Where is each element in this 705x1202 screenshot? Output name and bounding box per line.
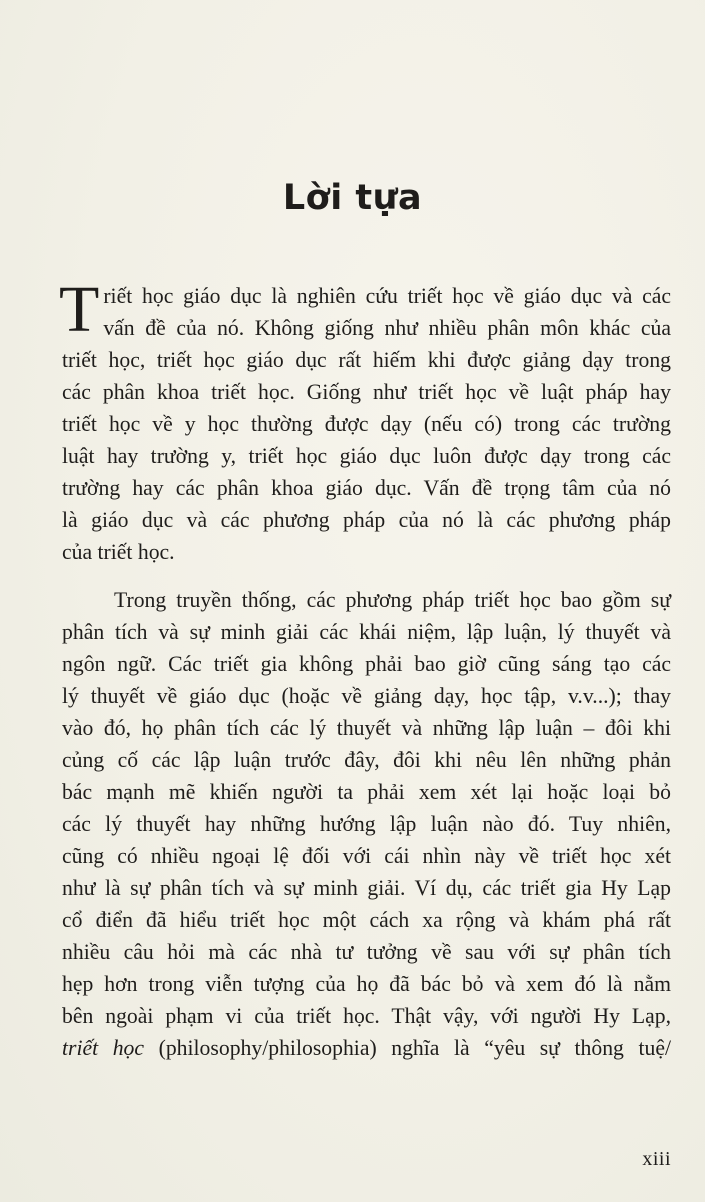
- paragraph-gap: [62, 568, 671, 584]
- paragraph-2: [62, 584, 671, 1064]
- text-line: luật hay trường y, triết học giáo dục luôn được dạy trong các: [62, 444, 671, 468]
- chapter-title: Lời tựa: [282, 178, 423, 218]
- text-line: nhiều câu hỏi mà các nhà tư tưởng về sau với sự phân tích: [62, 940, 671, 964]
- text-line: cổ điển đã hiểu triết học một cách xa rộng và khám phá rất: [62, 908, 671, 932]
- text-line: ngôn ngữ. Các triết gia không phải bao giờ cũng sáng tạo các: [62, 652, 671, 676]
- text-line: bên ngoài phạm vi của triết học. Thật vậy, với người Hy Lạp,: [62, 1004, 671, 1028]
- text-line: các lý thuyết hay những hướng lập luận nào đó. Tuy nhiên,: [62, 812, 671, 836]
- text-line: hẹp hơn trong viễn tượng của họ đã bác bỏ và xem đó là nằm: [62, 972, 671, 996]
- text-line: vào đó, họ phân tích các lý thuyết và những lập luận – đôi khi: [62, 716, 671, 740]
- text-line: lý thuyết về giáo dục (hoặc về giảng dạy, học tập, v.v...); thay: [62, 684, 671, 708]
- body-text: [59, 273, 671, 1064]
- text-line: cũng có nhiều ngoại lệ đối với cái nhìn này về triết học xét: [62, 844, 671, 868]
- text-line: triết học, triết học giáo dục rất hiếm khi được giảng dạy trong: [62, 348, 671, 372]
- text-line: của triết học.: [62, 540, 175, 564]
- text-line: bác mạnh mẽ khiến người ta phải xem xét lại hoặc loại bỏ: [62, 780, 671, 804]
- text-line: củng cố các lập luận trước đây, đôi khi nêu lên những phản: [62, 748, 671, 772]
- text-line: phân tích và sự minh giải các khái niệm, lập luận, lý thuyết và: [62, 620, 671, 644]
- text-line: là giáo dục và các phương pháp của nó là các phương pháp: [62, 508, 671, 532]
- text-line: các phân khoa triết học. Giống như triết học về luật pháp hay: [62, 380, 671, 404]
- text-line: riết học giáo dục là nghiên cứu triết học về giáo dục và các: [103, 284, 671, 308]
- page-number: xiii: [642, 1148, 671, 1170]
- text-line-rest: (philosophy/philosophia) nghĩa là “yêu sự thông tuệ/: [144, 1036, 671, 1060]
- text-line: vấn đề của nó. Không giống như nhiều phân môn khác của: [103, 316, 671, 340]
- text-line: như là sự phân tích và sự minh giải. Ví dụ, các triết gia Hy Lạp: [62, 876, 671, 900]
- text-line: triết học về y học thường được dạy (nếu có) trong các trường: [62, 412, 671, 436]
- text-line-last: [62, 1032, 671, 1064]
- text-line: trường hay các phân khoa giáo dục. Vấn đề trọng tâm của nó: [62, 476, 671, 500]
- paragraph-1: [59, 273, 671, 568]
- text-line: Trong truyền thống, các phương pháp triết học bao gồm sự: [114, 588, 671, 612]
- drop-cap: T: [59, 273, 100, 346]
- italic-term: triết học: [62, 1036, 145, 1060]
